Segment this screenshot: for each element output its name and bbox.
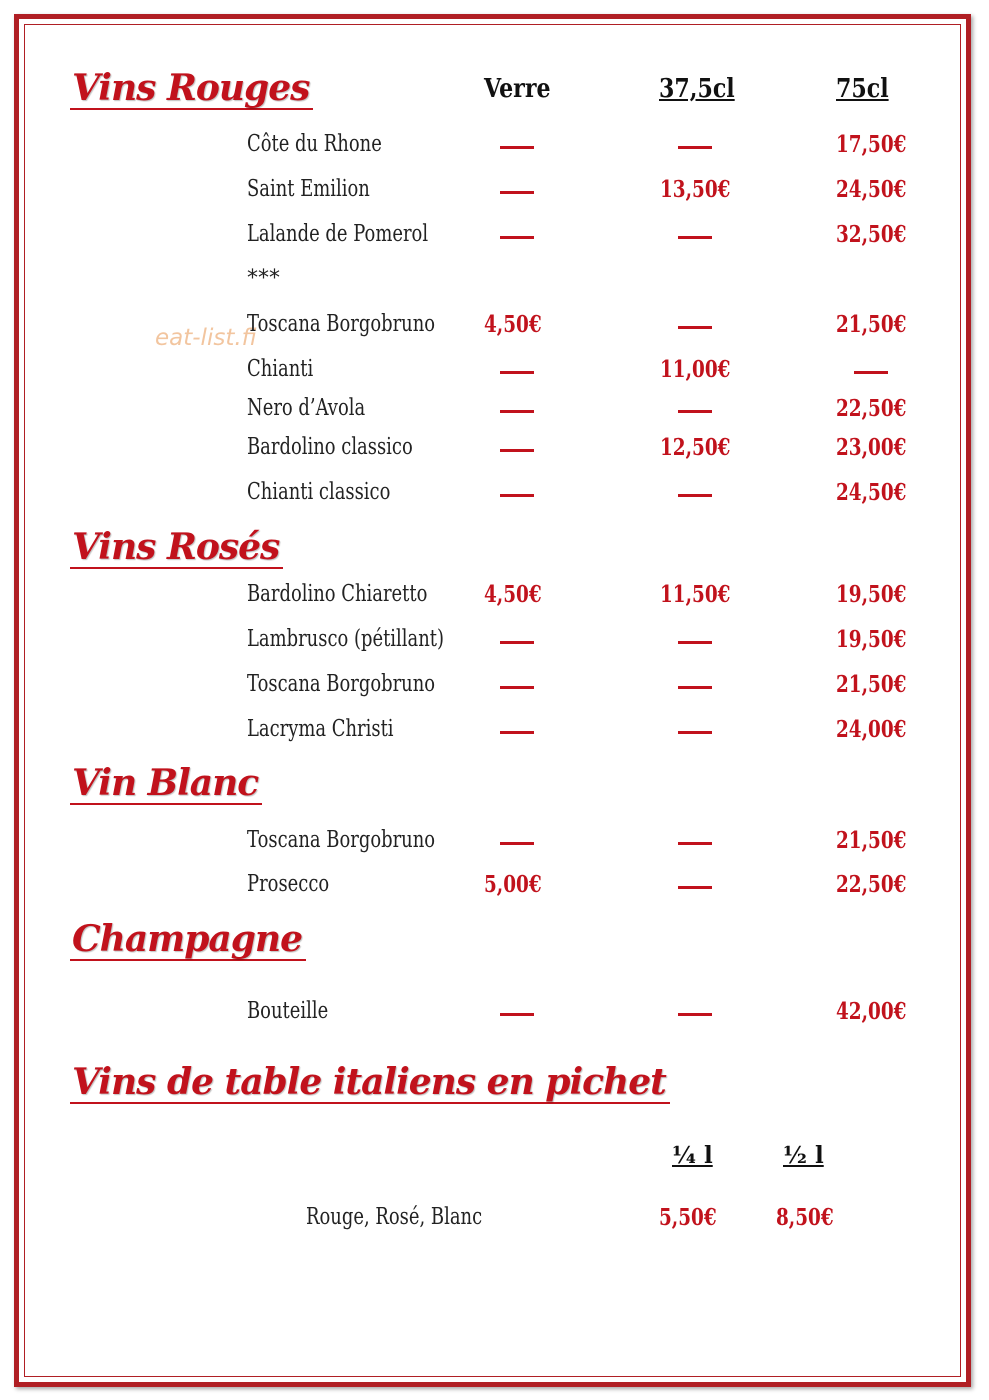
price-verre: 4,50€ (484, 581, 542, 608)
price-dash-verre (500, 494, 534, 497)
page-inner-border (24, 24, 961, 1377)
price-dash-verre (500, 449, 534, 452)
wine-name: Lacryma Christi (247, 716, 394, 742)
price-dash-c375 (678, 1013, 712, 1016)
pichet-price-quart: 5,50€ (659, 1204, 717, 1231)
price-dash-c375 (678, 410, 712, 413)
wine-name: Bardolino classico (247, 434, 413, 460)
price-c75: 19,50€ (836, 626, 907, 653)
price-c75: 24,50€ (836, 479, 907, 506)
price-c375: 13,50€ (660, 176, 731, 203)
price-dash-c375 (678, 236, 712, 239)
price-c75: 24,00€ (836, 716, 907, 743)
column-header-37-5cl: 37,5cl (659, 74, 735, 104)
price-dash-verre (500, 410, 534, 413)
pichet-header-demi: ½ l (783, 1142, 824, 1169)
price-c75: 17,50€ (836, 131, 907, 158)
section-title-champagne: Champagne (70, 919, 306, 961)
pichet-item-name: Rouge, Rosé, Blanc (306, 1204, 483, 1230)
price-c75: 22,50€ (836, 395, 907, 422)
price-dash-verre (500, 686, 534, 689)
price-verre: 5,00€ (484, 871, 542, 898)
price-c75: 32,50€ (836, 221, 907, 248)
price-c375: 12,50€ (660, 434, 731, 461)
wine-name: Chianti (247, 356, 314, 382)
column-header-75cl: 75cl (836, 74, 889, 104)
price-c75: 42,00€ (836, 998, 907, 1025)
wine-name: Lalande de Pomerol (247, 221, 429, 247)
price-dash-verre (500, 842, 534, 845)
wine-name: Côte du Rhone (247, 131, 382, 157)
price-dash-verre (500, 191, 534, 194)
wine-name: Bouteille (247, 998, 329, 1024)
wine-name: Nero d’Avola (247, 395, 366, 421)
price-dash-c375 (678, 641, 712, 644)
price-c75: 21,50€ (836, 827, 907, 854)
section-title-pichet: Vins de table italiens en pichet (70, 1062, 670, 1104)
price-dash-c375 (678, 686, 712, 689)
price-dash-c375 (678, 494, 712, 497)
price-dash-c375 (678, 731, 712, 734)
price-c75: 23,00€ (836, 434, 907, 461)
price-dash-verre (500, 1013, 534, 1016)
price-dash-verre (500, 236, 534, 239)
section-title-blanc: Vin Blanc (70, 763, 262, 805)
price-c75: 21,50€ (836, 671, 907, 698)
price-dash-verre (500, 641, 534, 644)
price-dash-c375 (678, 886, 712, 889)
wine-name: Bardolino Chiaretto (247, 581, 428, 607)
pichet-price-demi: 8,50€ (776, 1204, 834, 1231)
price-c75: 22,50€ (836, 871, 907, 898)
price-c75: 21,50€ (836, 311, 907, 338)
price-c375: 11,50€ (660, 581, 731, 608)
wine-name: Toscana Borgobruno (247, 671, 436, 697)
price-c75: 19,50€ (836, 581, 907, 608)
wine-name: Saint Emilion (247, 176, 370, 202)
wine-name: Toscana Borgobruno (247, 827, 436, 853)
wine-name: Lambrusco (pétillant) (247, 626, 444, 652)
price-c75: 24,50€ (836, 176, 907, 203)
wine-name: Chianti classico (247, 479, 391, 505)
pichet-header-quart: ¼ l (672, 1142, 713, 1169)
price-dash-c375 (678, 146, 712, 149)
watermark: eat-list.fi (155, 325, 257, 351)
wine-name: Prosecco (247, 871, 330, 897)
wine-name: Toscana Borgobruno (247, 311, 436, 337)
price-dash-c375 (678, 326, 712, 329)
price-dash-c375 (678, 842, 712, 845)
section-title-rouges: Vins Rouges (70, 68, 313, 110)
price-dash-c75 (854, 371, 888, 374)
price-dash-verre (500, 146, 534, 149)
column-header-verre: Verre (484, 74, 551, 104)
price-c375: 11,00€ (660, 356, 731, 383)
section-title-roses: Vins Rosés (70, 527, 283, 569)
price-dash-verre (500, 731, 534, 734)
price-verre: 4,50€ (484, 311, 542, 338)
separator-stars: *** (247, 266, 280, 291)
price-dash-verre (500, 371, 534, 374)
